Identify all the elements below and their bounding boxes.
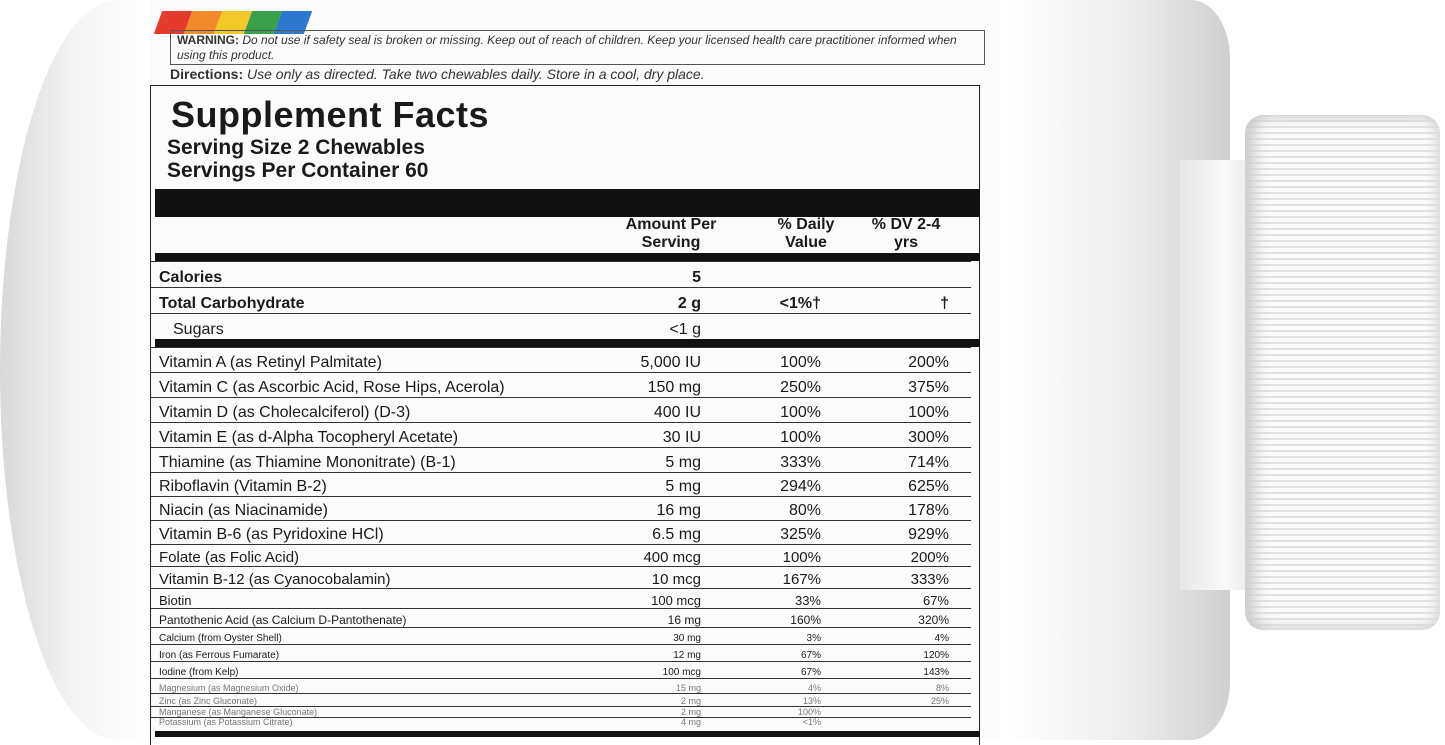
- amount: 12 mg: [673, 650, 701, 661]
- table-row: [151, 472, 971, 496]
- amount: 15 mg: [675, 683, 701, 693]
- daily-value-2-4-yrs: 320%: [918, 613, 949, 627]
- daily-value-2-4-yrs: 200%: [910, 549, 949, 566]
- nutrient-name: Biotin: [159, 593, 192, 608]
- header-daily-value: % Daily Value: [777, 216, 835, 251]
- table-row: [151, 588, 971, 608]
- directions-label: Directions:: [170, 66, 244, 82]
- amount: 150 mg: [647, 379, 701, 396]
- daily-value-2-4-yrs: 178%: [908, 502, 949, 519]
- table-row: [151, 627, 971, 644]
- nutrient-name: Vitamin C (as Ascorbic Acid, Rose Hips, Acerola): [159, 379, 505, 396]
- medium-divider: [155, 253, 980, 261]
- amount: 4 mg: [680, 717, 701, 727]
- amount: 16 mg: [667, 613, 701, 627]
- daily-value: 250%: [780, 379, 821, 396]
- nutrient-name: Calcium (from Oyster Shell): [159, 633, 282, 644]
- nutrient-name: Vitamin E (as d-Alpha Tocopheryl Acetate): [159, 429, 459, 446]
- daily-value: 325%: [780, 526, 821, 543]
- nutrient-name: Calories: [159, 269, 223, 286]
- amount: 5 mg: [665, 478, 701, 495]
- amount: <1 g: [669, 321, 701, 338]
- nutrient-name: Niacin (as Niacinamide): [159, 502, 328, 519]
- daily-value: 100%: [780, 404, 821, 421]
- table-row: [151, 447, 971, 472]
- directions-text: Use only as directed. Take two chewables daily. Store in a cool, dry place.: [247, 66, 705, 82]
- daily-value-2-4-yrs: 143%: [923, 667, 949, 678]
- warning-label: WARNING:: [177, 33, 239, 47]
- table-row: [151, 706, 971, 717]
- header-dv-2-4-yrs: % DV 2-4 yrs: [871, 216, 941, 251]
- amount: 2 mg: [680, 696, 701, 706]
- supplement-facts-panel: [150, 85, 980, 745]
- nutrient-name: Sugars: [173, 321, 224, 338]
- bottle-cap: [1245, 115, 1440, 630]
- amount: 30 IU: [662, 429, 701, 446]
- amount: 2 g: [677, 295, 701, 312]
- header-amount: Amount Per Serving: [625, 216, 717, 251]
- table-row: [151, 520, 971, 544]
- table-row: [151, 261, 971, 287]
- daily-value: <1%†: [779, 295, 821, 312]
- nutrient-name: Vitamin B-6 (as Pyridoxine HCl): [159, 526, 384, 543]
- nutrient-name: Riboflavin (Vitamin B-2): [159, 478, 327, 495]
- daily-value: 100%: [780, 354, 821, 371]
- daily-value-2-4-yrs: 100%: [908, 404, 949, 421]
- daily-value-2-4-yrs: 714%: [908, 454, 949, 471]
- table-row: [151, 347, 971, 372]
- daily-value-2-4-yrs: 8%: [935, 683, 949, 693]
- daily-value: 100%: [782, 549, 821, 566]
- serving-size: Serving Size 2 Chewables: [167, 136, 425, 159]
- daily-value: 333%: [780, 454, 821, 471]
- nutrient-name: Manganese (as Manganese Gluconate): [159, 707, 318, 717]
- table-row: [151, 287, 971, 313]
- daily-value-2-4-yrs: †: [940, 295, 949, 312]
- nutrient-name: Thiamine (as Thiamine Mononitrate) (B-1): [159, 454, 456, 471]
- table-row: [151, 544, 971, 566]
- daily-value-2-4-yrs: 200%: [908, 354, 949, 371]
- nutrient-name: Folate (as Folic Acid): [159, 549, 300, 566]
- table-row: [151, 397, 971, 422]
- daily-value: 67%: [800, 650, 821, 661]
- medium-divider: [155, 339, 980, 347]
- nutrient-name: Pantothenic Acid (as Calcium D-Pantothenate): [159, 613, 407, 627]
- daily-value: 33%: [794, 593, 821, 608]
- amount: 6.5 mg: [652, 526, 701, 543]
- table-row: [151, 422, 971, 447]
- table-row: [151, 661, 971, 678]
- amount: 10 mcg: [651, 571, 701, 588]
- thick-divider: [155, 189, 980, 217]
- daily-value-2-4-yrs: 67%: [922, 593, 949, 608]
- table-row: [151, 608, 971, 627]
- amount: 100 mcg: [651, 593, 701, 608]
- nutrient-name: Vitamin A (as Retinyl Palmitate): [159, 354, 382, 371]
- daily-value: 13%: [802, 696, 821, 706]
- table-row: [151, 313, 971, 339]
- daily-value: 67%: [800, 667, 821, 678]
- daily-value-2-4-yrs: 25%: [930, 696, 949, 706]
- nutrient-name: Vitamin B-12 (as Cyanocobalamin): [159, 571, 391, 588]
- daily-value: 160%: [790, 613, 821, 627]
- nutrient-name: Iodine (from Kelp): [159, 667, 239, 678]
- nutrient-name: Magnesium (as Magnesium Oxide): [159, 683, 299, 693]
- daily-value-2-4-yrs: 375%: [908, 379, 949, 396]
- table-row: [151, 693, 971, 706]
- facts-title: Supplement Facts: [171, 94, 490, 135]
- table-row: [151, 496, 971, 520]
- amount: 5 mg: [665, 454, 701, 471]
- medium-divider: [155, 731, 980, 737]
- daily-value: 294%: [780, 478, 821, 495]
- amount: 16 mg: [656, 502, 701, 519]
- amount: 5: [692, 269, 701, 286]
- table-row: [151, 678, 971, 693]
- table-row: [151, 566, 971, 588]
- table-row: [151, 644, 971, 661]
- daily-value-2-4-yrs: 333%: [910, 571, 949, 588]
- amount: 400 mcg: [643, 549, 701, 566]
- table-row: [151, 372, 971, 397]
- nutrient-name: Zinc (as Zinc Gluconate): [159, 696, 258, 706]
- amount: 400 IU: [653, 404, 701, 421]
- daily-value: 100%: [797, 707, 821, 717]
- nutrient-name: Vitamin D (as Cholecalciferol) (D-3): [159, 404, 411, 421]
- daily-value: 80%: [788, 502, 821, 519]
- amount: 100 mcg: [662, 667, 701, 678]
- table-row: [151, 717, 971, 727]
- warning-text: Do not use if safety seal is broken or missing. Keep out of reach of children. Keep your licensed health care practitioner informed when using this product.: [177, 33, 957, 62]
- servings-per-container: Servings Per Container 60: [167, 159, 429, 182]
- amount: 30 mg: [673, 633, 701, 644]
- daily-value: <1%: [802, 717, 821, 727]
- amount: 2 mg: [680, 707, 701, 717]
- daily-value-2-4-yrs: 625%: [908, 478, 949, 495]
- nutrient-name: Potassium (as Potassium Citrate): [159, 717, 293, 727]
- daily-value-2-4-yrs: 4%: [934, 633, 949, 644]
- daily-value: 100%: [780, 429, 821, 446]
- nutrient-name: Total Carbohydrate: [159, 295, 305, 312]
- daily-value: 4%: [807, 683, 821, 693]
- daily-value-2-4-yrs: 300%: [908, 429, 949, 446]
- warning-box: [170, 30, 985, 65]
- nutrient-name: Iron (as Ferrous Fumarate): [159, 650, 280, 661]
- daily-value-2-4-yrs: 929%: [908, 526, 949, 543]
- daily-value-2-4-yrs: 120%: [923, 650, 949, 661]
- daily-value: 167%: [782, 571, 821, 588]
- amount: 5,000 IU: [640, 354, 701, 371]
- daily-value: 3%: [806, 633, 821, 644]
- directions: [170, 66, 705, 82]
